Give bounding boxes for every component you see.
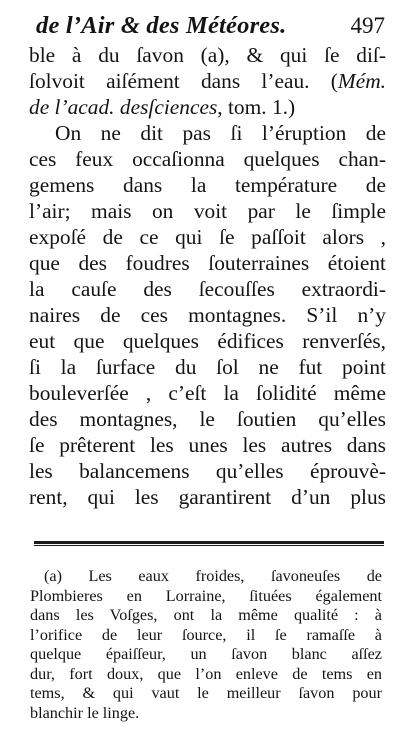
body-text [29,42,386,510]
text-line: ble à du ſavon (a), & qui ſe diſ- [29,43,386,67]
italic-reference: Mém. [337,69,386,93]
running-title: de l’Air & des Météores. [36,12,287,39]
text-line: que des foudres ſouterraines étoient [29,251,386,275]
footnote-line: blanchir le linge. [30,703,140,722]
text-line: l’air; mais on voit par le ſimple [29,199,386,223]
footnote-line: quelque épaiſſeur, un ſavon blanc aſſez [30,645,382,663]
paragraph-first-line: On ne dit pas ſi l’éruption de [55,121,386,145]
text-line-segment: , tom. 1.) [217,95,296,119]
text-line [29,94,386,120]
footnote-line: l’orifice de leur ſource, il ſe ramaſſe à [30,625,382,644]
footnote-line: Plombieres en Lorraine, ſituées également [30,586,382,605]
text-line [29,68,386,94]
footnote-line: dans les Voſges, ont la même qualité : à [30,606,382,624]
text-line: la cauſe des ſecouſſes extraordi- [29,277,386,301]
text-line: naires de ces montagnes. S’il n’y [29,303,386,327]
page-header [30,10,385,42]
footnote [30,567,382,723]
separator-rule-thick [34,541,384,544]
text-line: gemens dans la température de [29,173,386,197]
text-line: les balancemens qu’elles éprouvè- [29,459,386,483]
text-line-segment: ſolvoit aiſément dans l’eau. ( [29,69,338,93]
page-number: 497 [350,13,385,38]
footnote-line: (a) Les eaux froides, ſavoneuſes de [44,567,382,585]
text-line: rent, qui les garantirent d’un plus [29,485,386,509]
text-line: ces feux occaſionna quelques chan- [29,147,386,171]
text-line: eut que quelques édifices renverſés, [29,329,386,353]
footnote-line: dur, fort doux, que l’on enleve de tems en [30,664,382,683]
separator-rule-thin [34,545,384,546]
footnote-separator [34,541,384,547]
text-line: ſe prêterent les unes les autres dans [29,433,386,457]
italic-reference: de l’acad. desſciences [29,95,218,119]
text-line: des montagnes, le ſoutien qu’elles [29,407,386,431]
text-line: expoſé de ce qui ſe paſſoit alors , [29,225,386,249]
footnote-line: tems, & qui vaut le meilleur ſavon pour [30,684,382,702]
text-line: bouleverſée , c’eſt la ſolidité même [29,381,386,405]
text-line: ſi la ſurface du ſol ne fut point [29,355,386,379]
